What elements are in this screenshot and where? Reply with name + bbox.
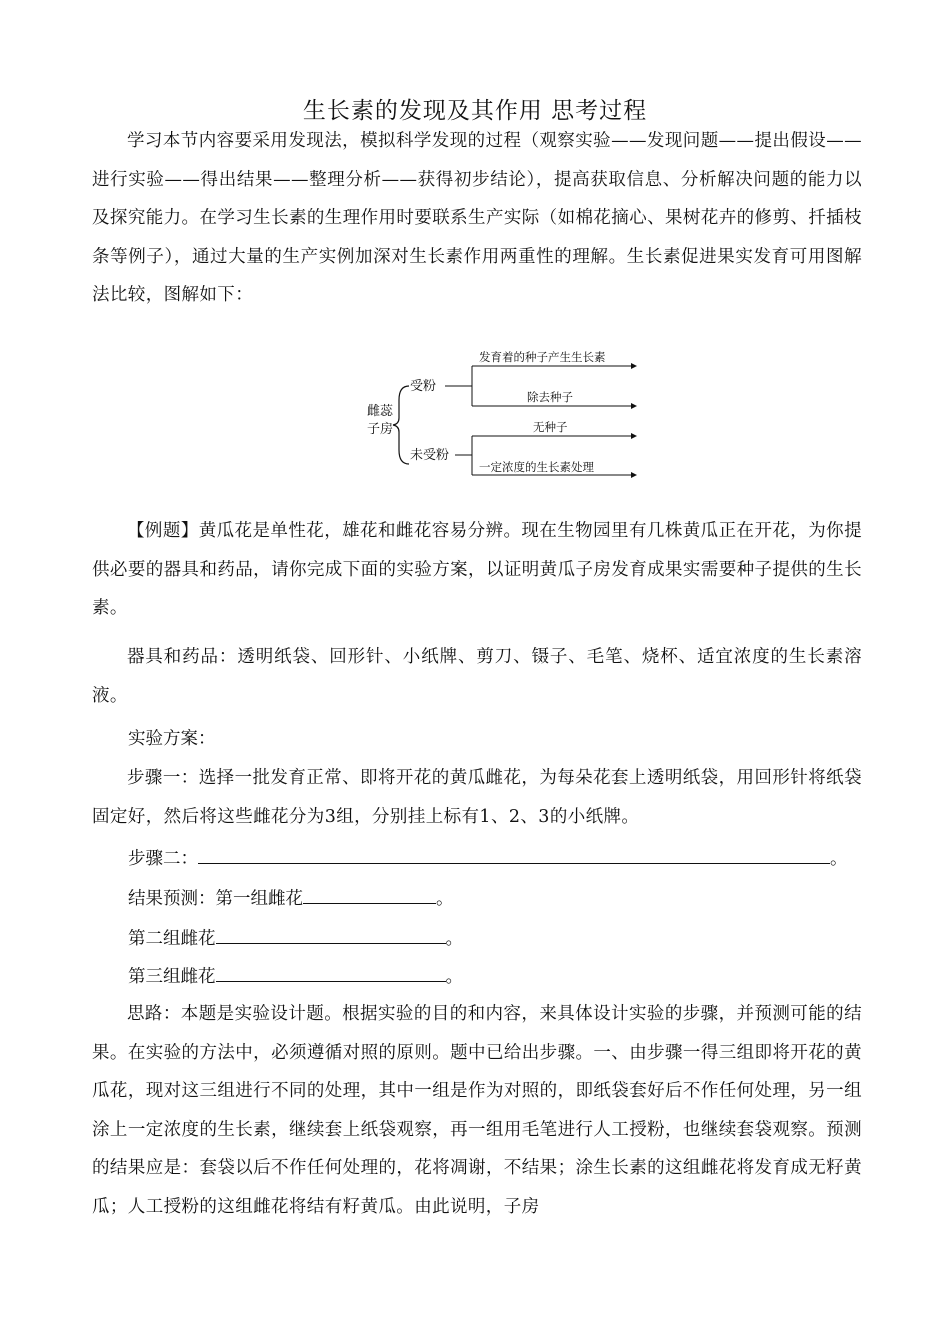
step2-blank[interactable]: [198, 841, 830, 864]
group3-label: 第三组雌花: [128, 967, 216, 987]
step2-line: [128, 840, 848, 878]
analysis-paragraph: 思路：本题是实验设计题。根据实验的目的和内容，来具体设计实验的步骤，并预测可能的结果。在实验的方法中，必须遵循对照的原则。题中已给出步骤。一、由步骤一得三组即将开花的黄瓜花，现对这三组进行不同的处理，其中一组是作为对照的，即纸袋套好后不作任何处理，另一组涂上一定浓度的生长素，继续套上纸袋观察，再一组用毛笔进行人工授粉，也继续套袋观察。预测的结果应是：套袋以后不作任何处理的，花将凋谢，不结果；涂生长素的这组雌花将发育成无籽黄瓜；人工授粉的这组雌花将结有籽黄瓜。由此说明，子房: [92, 1004, 862, 1217]
result-period-2: 。: [445, 929, 463, 949]
diagram-branch-1: 发育着的种子产生生长素: [479, 350, 606, 364]
diagram-brace: [393, 386, 409, 464]
example-paragraph: 【例题】黄瓜花是单性花，雄花和雌花容易分辨。现在生物园里有几株黄瓜正在开花，为你提供必要的器具和药品，请你完成下面的实验方案，以证明黄瓜子房发育成果实需要种子提供的生长素。: [92, 521, 862, 618]
result-label: 结果预测：第一组雌花: [128, 889, 303, 909]
result-period-3: 。: [445, 967, 463, 987]
intro-paragraph: 学习本节内容要采用发现法，模拟科学发现的过程（观察实验——发现问题——提出假设——进行实验——得出结果——整理分析——获得初步结论），提高获取信息、分析解决问题的能力以及探究能力。在学习生长素的生理作用时要联系生产实际（如棉花摘心、果树花卉的修剪、扦插枝条等例子），通过大量的生产实例加深对生长素作用两重性的理解。生长素促进果实发育可用图解法比较，图解如下：: [92, 131, 862, 305]
step2-label: 步骤二：: [128, 849, 198, 869]
diagram-unpollinated: 未受粉: [410, 448, 450, 463]
fruit-development-diagram: [355, 342, 645, 482]
page-title: 生长素的发现及其作用 思考过程: [302, 98, 648, 124]
diagram-pollinated: 受粉: [410, 379, 437, 394]
group2-label: 第二组雌花: [128, 929, 216, 949]
result-blank-3[interactable]: [216, 959, 446, 982]
diagram-root-line2: 子房: [367, 422, 394, 437]
result-period-1: 。: [436, 889, 454, 909]
result-blank-1[interactable]: [303, 881, 436, 904]
result-line-3: [128, 958, 463, 996]
step1-paragraph: 步骤一：选择一批发育正常、即将开花的黄瓜雌花，为每朵花套上透明纸袋，用回形针将纸袋固定好，然后将这些雌花分为3组，分别挂上标有1、2、3的小纸牌。: [92, 768, 862, 827]
diagram-branch-4: 一定浓度的生长素处理: [479, 460, 594, 474]
plan-label: 实验方案：: [128, 729, 216, 749]
result-line-2: [128, 920, 463, 958]
diagram-branch-3: 无种子: [533, 420, 568, 434]
materials-paragraph: 器具和药品：透明纸袋、回形针、小纸牌、剪刀、镊子、毛笔、烧杯、适宜浓度的生长素溶液。: [92, 647, 862, 706]
diagram-branch-2: 除去种子: [527, 390, 573, 404]
diagram-root-line1: 雌蕊: [367, 404, 394, 419]
step2-period: 。: [830, 849, 848, 869]
result-line-1: [128, 880, 454, 918]
result-blank-2[interactable]: [216, 921, 446, 944]
